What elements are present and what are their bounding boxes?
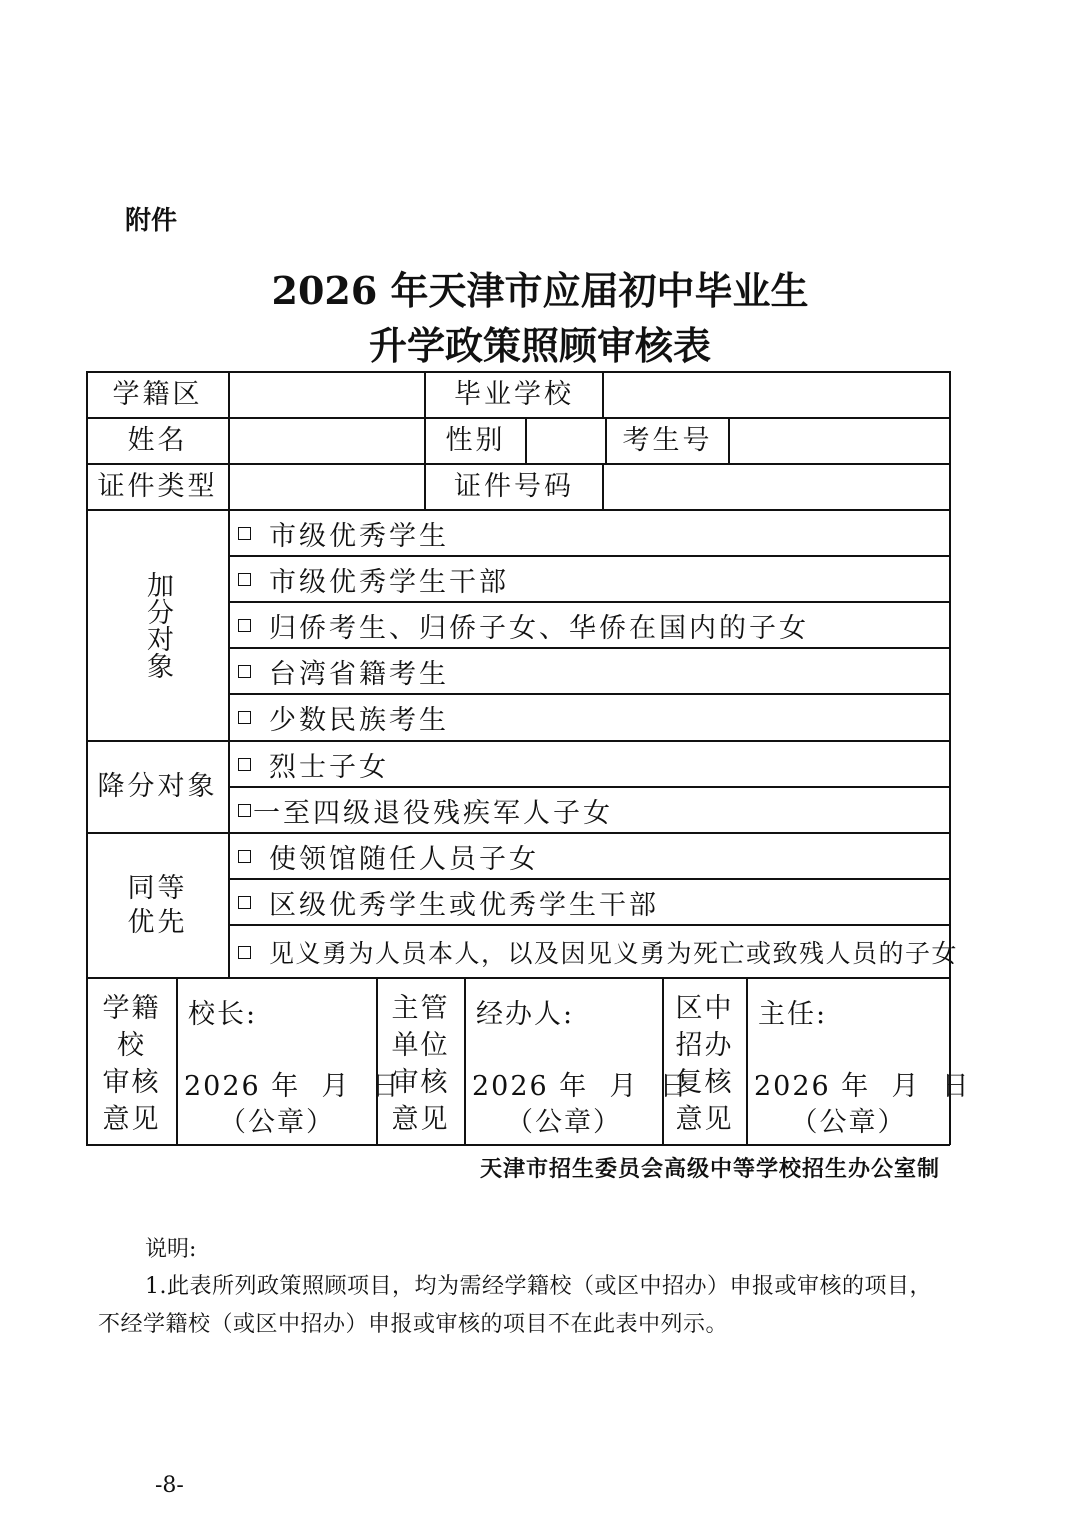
bonus-option-4[interactable] xyxy=(238,648,449,694)
reduced-option-label: 烈士子女 xyxy=(269,751,389,783)
reduced-option-1[interactable] xyxy=(238,741,389,787)
name-field[interactable] xyxy=(230,418,424,464)
school-date: 2026 年 月 日 xyxy=(184,1071,401,1102)
authority-seal: （公章） xyxy=(506,1107,622,1138)
checkbox-icon[interactable] xyxy=(238,946,251,959)
reduced-option-2[interactable] xyxy=(238,787,613,833)
label-line: 单位 xyxy=(391,1030,450,1061)
label-line: 区中 xyxy=(675,993,734,1024)
attachment-label: 附件 xyxy=(125,206,178,236)
gender-field[interactable] xyxy=(527,418,605,464)
notes-title: 说明: xyxy=(145,1237,197,1262)
label-line: 意见 xyxy=(675,1104,734,1135)
district-seal: （公章） xyxy=(790,1107,907,1138)
bonus-option-label: 市级优秀学生干部 xyxy=(269,566,509,598)
equal-label-line2: 优先 xyxy=(127,906,188,938)
checkbox-icon[interactable] xyxy=(238,665,251,678)
label-line: 学籍 xyxy=(102,993,161,1024)
equal-option-1[interactable] xyxy=(238,833,539,879)
checkbox-icon[interactable] xyxy=(238,619,251,632)
form-title-line1: 2026 年天津市应届初中毕业生 xyxy=(271,268,809,313)
district-review-label xyxy=(663,990,746,1138)
gender-label: 性别 xyxy=(445,425,506,457)
reduced-section-label: 降分对象 xyxy=(97,771,218,803)
bonus-option-3[interactable] xyxy=(238,602,809,648)
checkbox-icon[interactable] xyxy=(238,758,251,771)
director-signer: 主任: xyxy=(758,999,828,1030)
bonus-label-text: 加分对象 xyxy=(142,571,173,679)
bonus-option-label: 台湾省籍考生 xyxy=(269,658,449,690)
authority-date: 2026 年 月 日 xyxy=(472,1071,689,1102)
label-line: 招办 xyxy=(675,1030,734,1061)
graduation-school-field[interactable] xyxy=(604,372,949,418)
id-type-field[interactable] xyxy=(230,464,424,510)
checkbox-icon[interactable] xyxy=(238,896,251,909)
label-line: 主管 xyxy=(391,993,450,1024)
bonus-section-label xyxy=(87,510,228,740)
label-line: 审核 xyxy=(102,1067,161,1098)
equal-option-label: 见义勇为人员本人，以及因见义勇为死亡或致残人员的子女 xyxy=(269,939,959,968)
equal-option-3[interactable] xyxy=(238,929,958,975)
graduation-school-label: 毕业学校 xyxy=(454,379,574,411)
district-label: 学籍区 xyxy=(112,379,203,411)
equal-option-label: 使领馆随任人员子女 xyxy=(269,843,539,875)
page-number: -8- xyxy=(155,1473,184,1498)
authority-review-label xyxy=(377,990,464,1138)
principal-signer: 校长: xyxy=(188,999,258,1030)
checkbox-icon[interactable] xyxy=(238,804,251,817)
label-line: 意见 xyxy=(391,1104,450,1135)
form-title-line2: 升学政策照顾审核表 xyxy=(368,323,711,368)
checkbox-icon[interactable] xyxy=(238,711,251,724)
bonus-option-label: 少数民族考生 xyxy=(269,704,449,736)
checkbox-icon[interactable] xyxy=(238,573,251,586)
bonus-option-label: 归侨考生、归侨子女、华侨在国内的子女 xyxy=(269,612,809,644)
checkbox-icon[interactable] xyxy=(238,527,251,540)
district-date: 2026 年 月 日 xyxy=(754,1071,971,1102)
id-type-label: 证件类型 xyxy=(97,471,218,503)
label-line: 意见 xyxy=(102,1104,161,1135)
district-field[interactable] xyxy=(230,372,424,418)
school-seal: （公章） xyxy=(219,1107,335,1138)
label-line: 复核 xyxy=(675,1067,734,1098)
equal-option-2[interactable] xyxy=(238,879,659,925)
issuing-office: 天津市招生委员会高级中等学校招生办公室制 xyxy=(479,1157,940,1182)
equal-priority-section-label xyxy=(87,833,228,978)
exam-id-field[interactable] xyxy=(730,418,949,464)
exam-id-label: 考生号 xyxy=(622,425,713,457)
label-line: 校 xyxy=(117,1030,146,1061)
reduced-option-label: 一至四级退役残疾军人子女 xyxy=(253,797,613,829)
handler-signer: 经办人: xyxy=(476,999,575,1030)
notes-body: 1.此表所列政策照顾项目，均为需经学籍校（或区中招办）申报或审核的项目，不经学籍校（或区中招办）申报或审核的项目不在此表中列示。 xyxy=(98,1274,932,1337)
bonus-option-1[interactable] xyxy=(238,510,449,556)
id-number-label: 证件号码 xyxy=(454,471,574,503)
equal-option-label: 区级优秀学生或优秀学生干部 xyxy=(269,889,659,921)
equal-label-line1: 同等 xyxy=(127,872,188,904)
name-label: 姓名 xyxy=(127,425,188,457)
bonus-option-5[interactable] xyxy=(238,694,449,740)
id-number-field[interactable] xyxy=(604,464,949,510)
label-line: 审核 xyxy=(391,1067,450,1098)
school-review-label xyxy=(87,990,176,1138)
bonus-option-2[interactable] xyxy=(238,556,509,602)
bonus-option-label: 市级优秀学生 xyxy=(269,520,449,552)
checkbox-icon[interactable] xyxy=(238,850,251,863)
